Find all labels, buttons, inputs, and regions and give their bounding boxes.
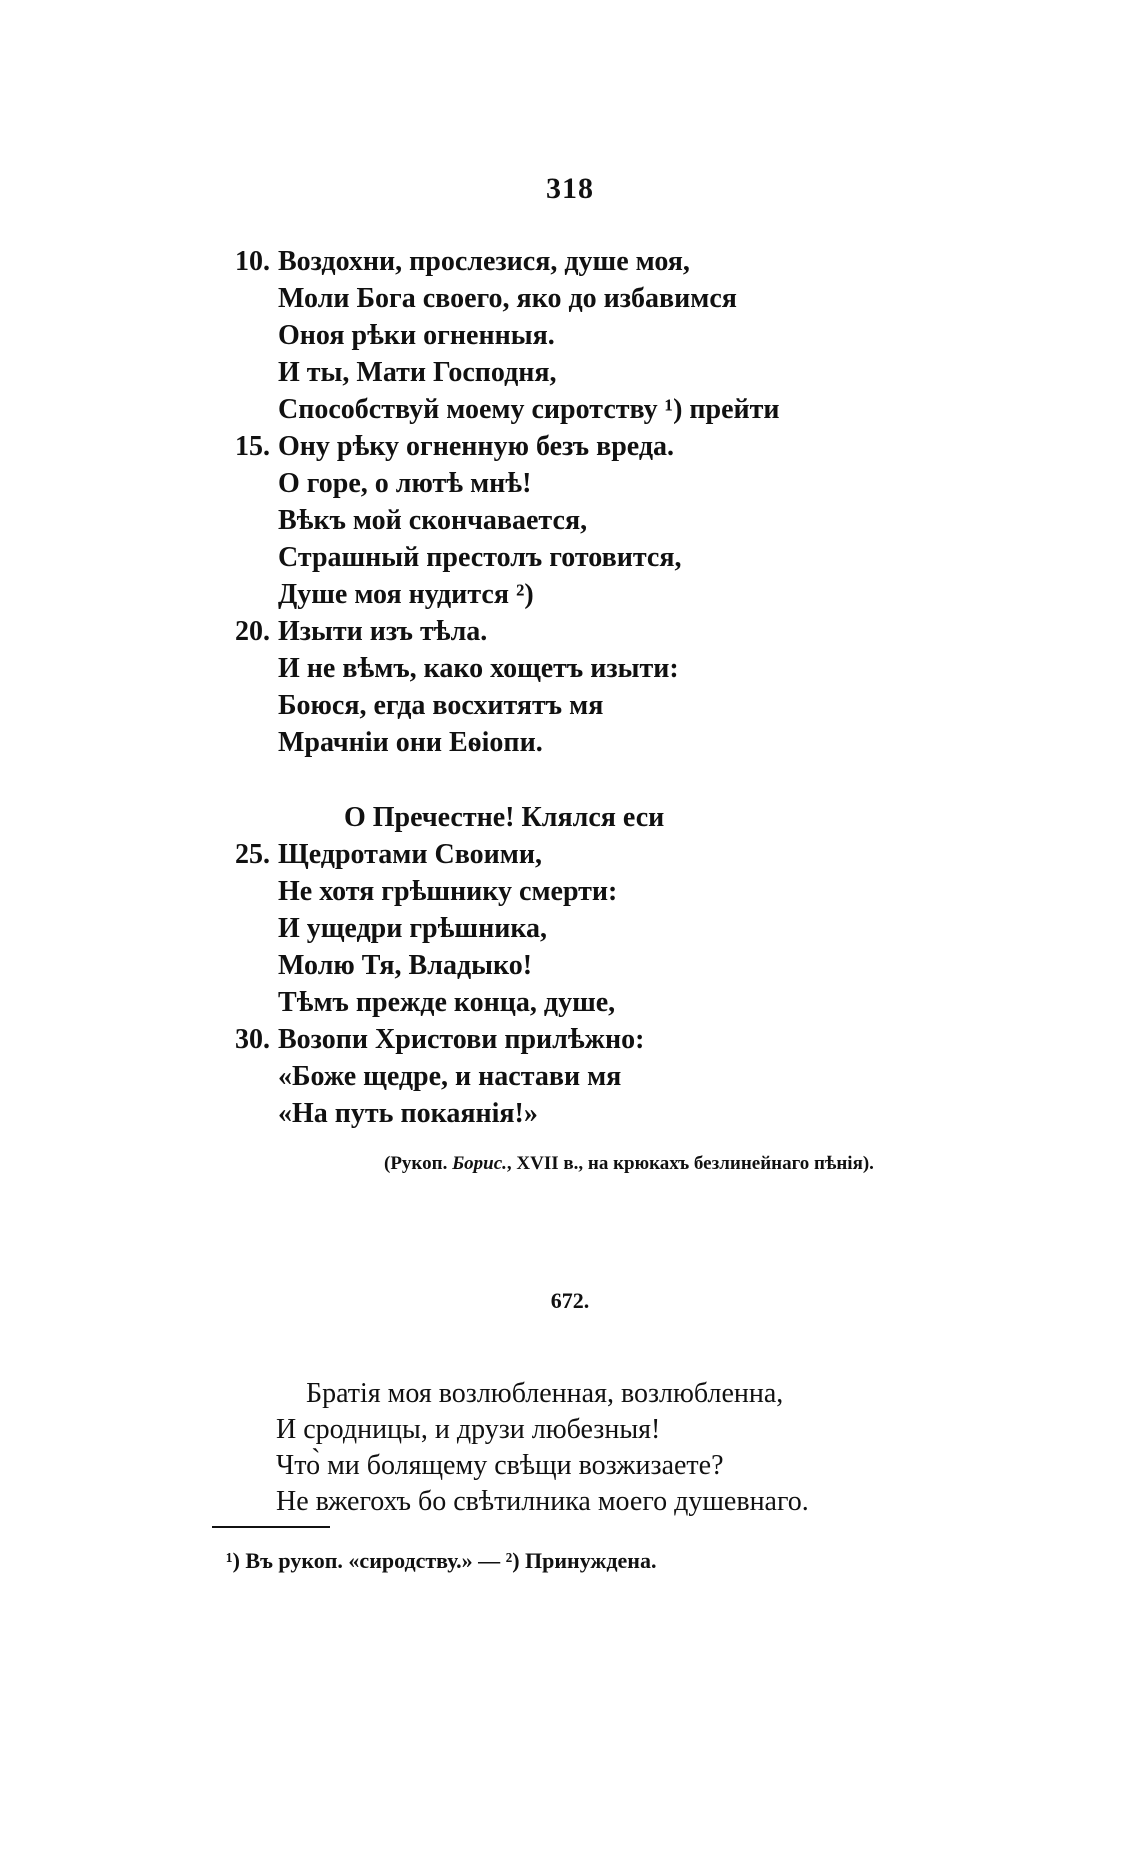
verse-line-text: «На путь покаянія!» — [278, 1098, 538, 1129]
verse-line-text: Оноя рѣки огненныя. — [278, 320, 555, 351]
verse-line-text: «Боже щедре, и настави мя — [278, 1061, 622, 1092]
verse-line-text: Воздохни, прослезися, душе моя, — [278, 246, 690, 277]
footnotes: ¹) Въ рукоп. «сиродству.» — ²) Принуждена. — [226, 1548, 657, 1573]
verse-line-text: Моли Бога своего, яко до избавимся — [278, 283, 737, 314]
verse-line-text: Способствуй моему сиротству ¹) прейти — [278, 394, 780, 425]
verse-line: Братія моя возлюбленная, возлюбленна, — [306, 1378, 784, 1409]
verse-line-number: 25. — [235, 839, 270, 870]
verse-line-text: Возопи Христови прилѣжно: — [278, 1024, 645, 1055]
verse-line-text: И не вѣмъ, како хощетъ изыти: — [278, 653, 679, 684]
verse-line-text: О горе, о лютѣ мнѣ! — [278, 468, 532, 499]
page-number: 318 — [546, 172, 594, 205]
verse-line-text: Ону рѣку огненную безъ вреда. — [278, 431, 675, 462]
verse-line-text: Мрачніи они Еѳіопи. — [278, 727, 543, 758]
source-citation — [384, 1150, 874, 1178]
verse-line-text: Вѣкъ мой скончавается, — [278, 505, 588, 536]
verse-line: Что̀ ми болящему свѣщи возжизаете? — [276, 1450, 724, 1481]
source-rest: , XVII в., на крюкахъ безлинейнаго пѣнія). — [506, 1153, 874, 1174]
verse-line-text: Душе моя нудится ²) — [278, 579, 534, 610]
verse-line-text: И ты, Мати Господня, — [278, 357, 557, 388]
verse-line-number: 20. — [235, 616, 270, 647]
verse-line-text: О Пречестне! Клялся еси — [344, 802, 665, 833]
verse-line-text: Изыти изъ тѣла. — [278, 616, 488, 647]
verse-line-number: 10. — [235, 246, 270, 277]
verse-line-text: Молю Тя, Владыко! — [278, 950, 533, 981]
verse-line-text: Страшный престолъ готовится, — [278, 542, 682, 573]
footnote-divider — [212, 1526, 330, 1528]
verse-line-number: 30. — [235, 1024, 270, 1055]
verse-line-text: Не хотя грѣшнику смерти: — [278, 876, 618, 907]
source-manuscript-name: Борис. — [452, 1153, 507, 1174]
verse-line-text: Щедротами Своими, — [278, 839, 542, 870]
source-open: (Рукоп. — [384, 1153, 448, 1174]
verse-line-number: 15. — [235, 431, 270, 462]
verse-line-text: И ущедри грѣшника, — [278, 913, 548, 944]
verse-line-text: Боюся, егда восхитятъ мя — [278, 690, 604, 721]
verse-line: И сродницы, и друзи любезныя! — [276, 1414, 661, 1445]
poem-number: 672. — [550, 1288, 590, 1313]
verse-line-text: Тѣмъ прежде конца, душе, — [278, 987, 616, 1018]
verse-line: Не вжегохъ бо свѣтилника моего душевнаго. — [276, 1486, 809, 1517]
